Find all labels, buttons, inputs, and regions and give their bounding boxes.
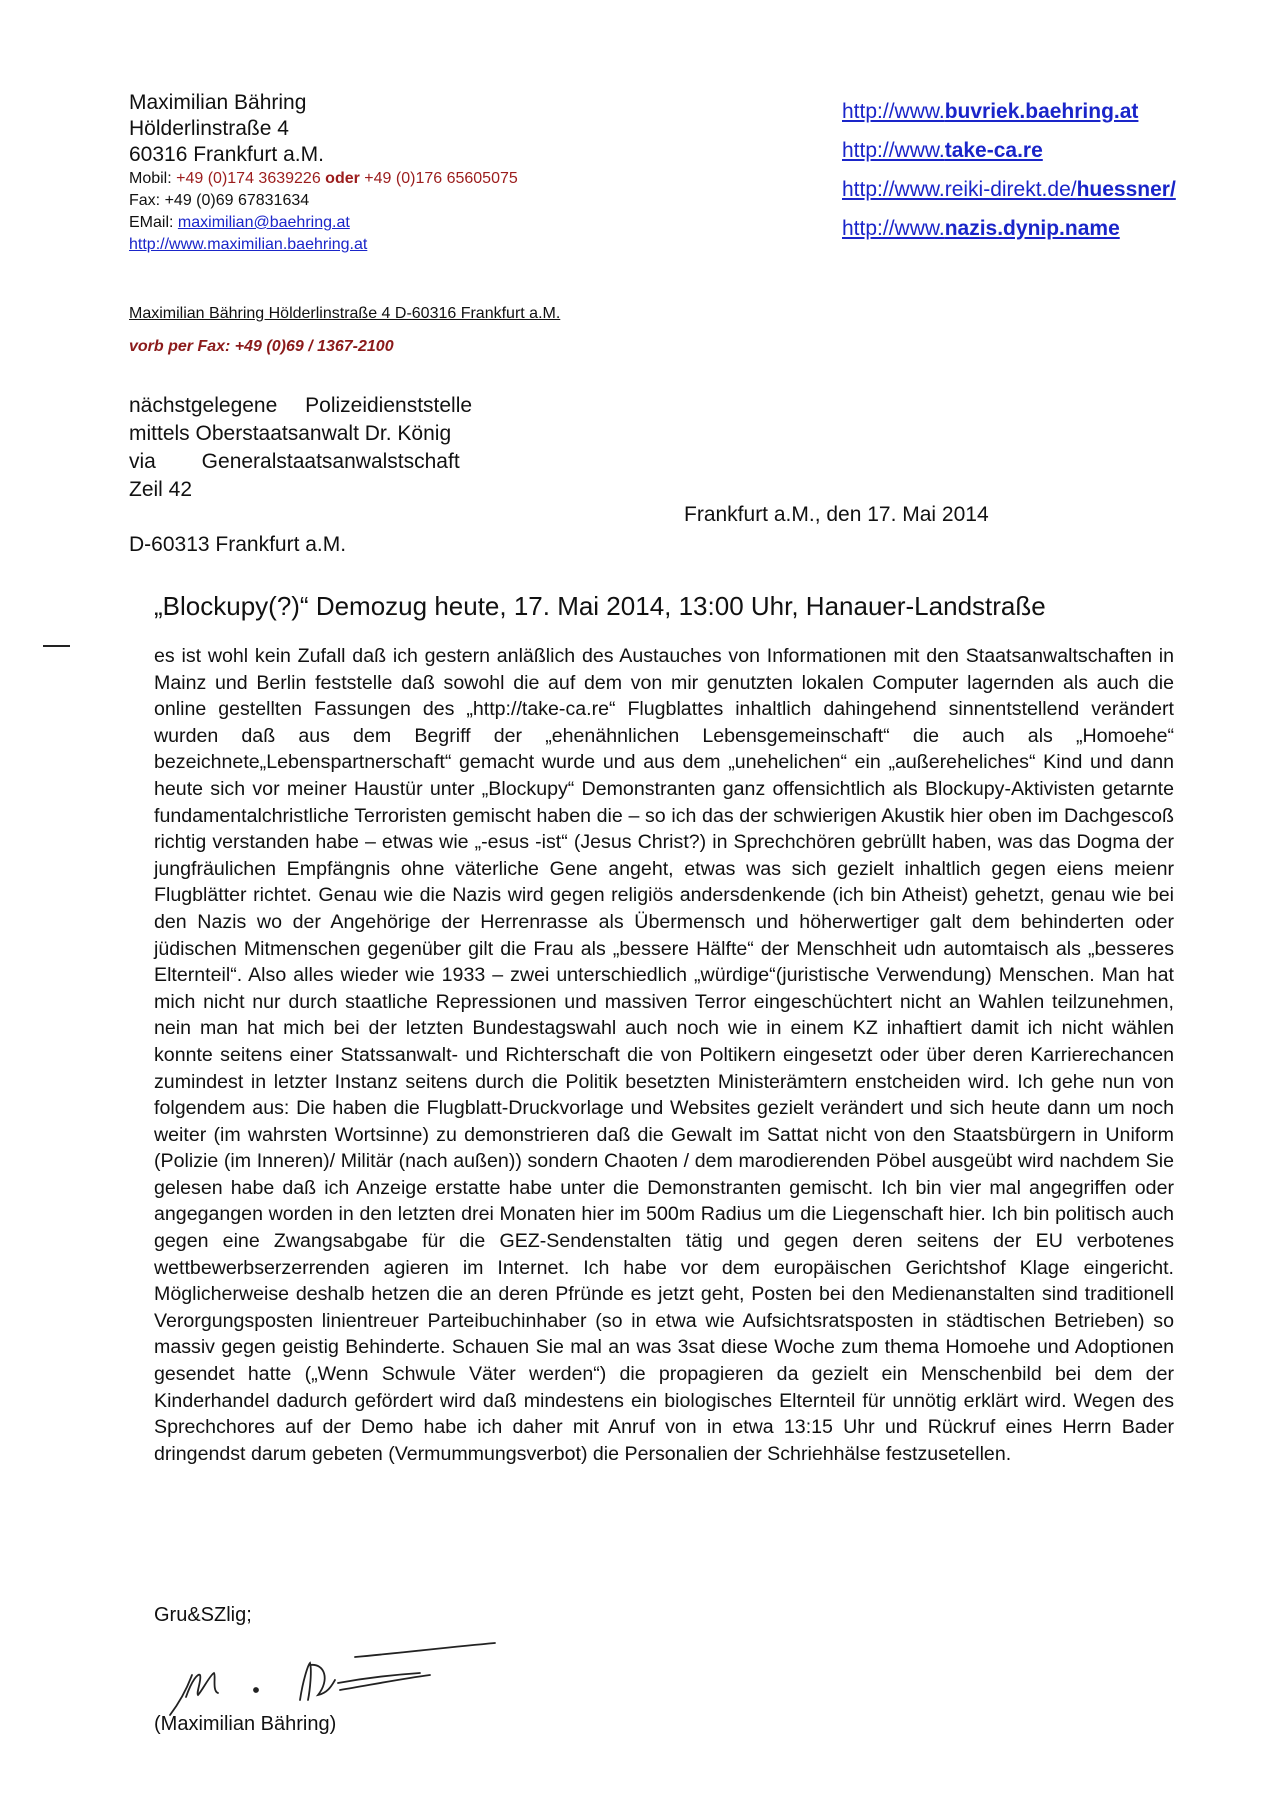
sender-block [129, 90, 518, 256]
recipient-line3: via Generalstaatsanwalstschaft [129, 450, 460, 473]
handwritten-signature [160, 1635, 500, 1725]
recipient-block [129, 392, 472, 504]
recipient-city: D-60313 Frankfurt a.M. [129, 533, 347, 556]
letter-body [154, 643, 1174, 1467]
recipient-line1: nächstgelegene Polizeidienststelle [129, 394, 473, 417]
link-list [842, 100, 1176, 256]
email-link[interactable]: maximilian@baehring.at [177, 214, 350, 231]
signature-name: (Maximilian Bähring) [154, 1713, 337, 1735]
website-link[interactable]: http://www.maximilian.baehring.at [129, 236, 368, 253]
return-address-line: Maximilian Bähring Hölderlinstraße 4 D-60316 Frankfurt a.M. [129, 305, 561, 322]
body-paragraph: es ist wohl kein Zufall daß ich gestern anläßlich des Austauches von Informationen mit den Staatsanwaltschaften in Mainz und Berlin feststelle daß sowohl die auf dem von mir genutzten lokalen Computer lagernden als auch die online gestellten Fassungen des „http://take-ca.re“ Flugblattes inhaltlich dahingehend sinnentstellend verändert wurden daß aus dem Begriff der „ehenähnlichen Lebensgemeinschaft“ die auch als „Homoehe“ bezeichnete„Lebenspartnerschaft“ gemacht wurde und aus dem „unehelichen“ ein „außereheliches“ Kind und dann heute sich vor meiner Haustür unter „Blockupy“ Demonstranten ganz offensichtlich als Blockupy-Aktivisten getarnte fundamentalchristliche Terroristen gemischt haben die – so ich das der schwierigen Akustik hier oben im Dachgescoß richtig verstanden habe – etwas wie „-esus -ist“ (Jesus Christ?) in Sprechchören gebrüllt haben, was das Dogma der jungfräulichen Empfängnis ohne väterliche Gene angeht, etwas was sich gezielt inhaltlich gegen eiens meienr Flugblätter richtet. Genau wie die Nazis wird gegen religiös andersdenkende (ich bin Atheist) gehetzt, genau wie bei den Nazis wo der Angehörige der Herrenrasse als Übermensch und höherwertiger galt dem behinderten oder jüdischen Mitmenschen gegenüber gilt die Frau als „bessere Hälfte“ der Menschheit udn automtaisch als „besseres Elternteil“. Also alles wieder wie 1933 – zwei unterschiedlich „würdige“(juristische Verwendung) Menschen. Man hat mich nicht nur durch staatliche Repressionen und massiven Terror eingeschüchtert nicht an Wahlen teilzunehmen, nein man hat mich bei der letzten Bundestagswahl auch noch wie in einem KZ inhaftiert damit ich nicht wählen konnte seitens einer Statssanwalt- und Richterschaft die von Poltikern eingesetzt oder über deren Karrierechancen zumindest in letzter Instanz seitens durch die Politik besetzten Ministerämtern enstcheiden wird. Ich gehe nun von folgendem aus: Die haben die Flugblatt-Druckvorlage und Websites gezielt verändert und sich heute dann um noch weiter (im wahrsten Wortsinne) zu demonstrieren daß die Gewalt im Sattat nicht von den Staatsbürgern in Uniform (Polizie (im Inneren)/ Militär (nach außen)) sondern Chaoten / dem marodierenden Pöbel ausgeübt wird nachdem Sie gelesen habe daß ich Anzeige erstatte habe unter die Demonstranten gemischt. Ich bin vier mal angegriffen oder angegangen worden in den letzten drei Monaten hier im 500m Radius um die Liegenschaft hier. Ich bin politisch auch gegen eine Zwangsabgabe für die GEZ-Sendenstalten tätig und gegen deren seitens der EU verbotenes wettbewerbserzerrenden agieren im Internet. Ich habe vor dem europäischen Gerichtshof Klage eingericht. Möglicherweise deshalb hetzen die an deren Pfründe es jetzt geht, Posten bei den Medienanstalten sind traditionell Verorgungsposten linientreuer Parteibuchinhaber (so in etwa wie Aufsichtsratsposten in städtischen Betrieben) so massiv gegen geistig Behinderte. Schauen Sie mal an was 3sat diese Woche zum thema Homoehe und Adoptionen gesendet hatte („Wenn Schwule Väter werden“) die propagieren da gezielt ein Menschenbild bei dem der Kinderhandel dadurch gefördert wird daß mindestens ein biologisches Elternteil für unnötig erklärt wird. Wegen des Sprechchores auf der Demo habe ich daher mit Anruf von in etwa 13:15 Uhr und Rückruf eines Herrn Bader dringendst darum gebeten (Vermummungsverbot) die Personalien der Schriehhälse festzusetellen. [154, 645, 1174, 1465]
sender-name: Maximilian Bähring [129, 91, 307, 114]
greeting: Gru&SZlig; [154, 1604, 252, 1626]
recipient-line2: mittels Oberstaatsanwalt Dr. König [129, 422, 452, 445]
sender-street: Hölderlinstraße 4 [129, 117, 289, 140]
link-buvriek[interactable]: http://www.buvriek.baehring.at [842, 100, 1139, 123]
recipient-line4: Zeil 42 [129, 478, 193, 501]
sender-fax: Fax: +49 (0)69 67831634 [129, 192, 310, 209]
link-reiki[interactable]: http://www.reiki-direkt.de/huessner/ [842, 178, 1176, 201]
sender-email: EMail: maximilian@baehring.at [129, 214, 350, 231]
sender-mobile: Mobil: +49 (0)174 3639226 oder +49 (0)176 65605075 [129, 170, 518, 187]
letter-date: Frankfurt a.M., den 17. Mai 2014 [684, 503, 989, 526]
subject-line: „Blockupy(?)“ Demozug heute, 17. Mai 2014, 13:00 Uhr, Hanauer-Landstraße [154, 591, 1046, 621]
sender-website [129, 234, 518, 256]
fax-note: vorb per Fax: +49 (0)69 / 1367-2100 [129, 338, 394, 355]
sender-city: 60316 Frankfurt a.M. [129, 143, 324, 166]
fold-mark [43, 645, 70, 647]
link-nazis[interactable]: http://www.nazis.dynip.name [842, 217, 1120, 240]
link-take-ca[interactable]: http://www.take-ca.re [842, 139, 1043, 162]
